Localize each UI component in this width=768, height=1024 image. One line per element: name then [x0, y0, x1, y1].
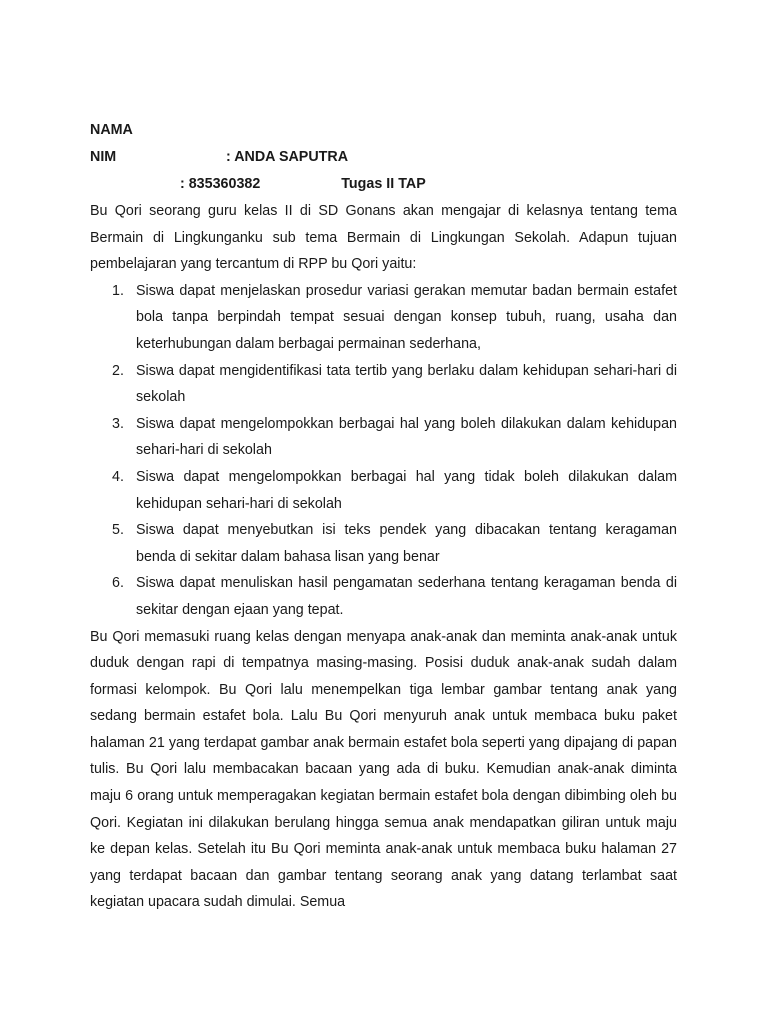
list-item: [90, 570, 677, 623]
list-item: [90, 278, 677, 358]
list-item-text: Siswa dapat mengelompokkan berbagai hal yang tidak boleh dilakukan dalam kehidupan sehari-hari di sekolah: [136, 468, 677, 512]
list-item: [90, 411, 677, 464]
body-paragraph: Bu Qori memasuki ruang kelas dengan menyapa anak-anak dan meminta anak-anak untuk duduk dengan rapi di tempatnya masing-masing. Posisi duduk anak-anak sudah dalam formasi kelompok. Bu Qori lalu menempelkan tiga lembar gambar tentang anak yang sedang bermain estafet bola. Lalu Bu Qori menyuruh anak untuk membaca buku paket halaman 21 yang terdapat gambar anak bermain estafet bola seperti yang dipajang di papan tulis. Bu Qori lalu membacakan bacaan yang ada di buku. Kemudian anak-anak diminta maju 6 orang untuk memperagakan kegiatan bermain estafet bola dengan dibimbing oleh bu Qori. Kegiatan ini dilakukan berulang hingga semua anak mendapatkan giliran untuk maju ke depan kelas. Setelah itu Bu Qori meminta anak-anak untuk membaca buku halaman 27 yang terdapat bacaan dan gambar tentang seorang anak yang datang terlambat saat kegiatan upacara sudah dimulai. Semua: [90, 628, 677, 911]
list-item-text: Siswa dapat menuliskan hasil pengamatan sederhana tentang keragaman benda di sekitar dengan ejaan yang tepat.: [136, 575, 677, 618]
list-item-number: 2.: [112, 362, 124, 379]
list-item-number: 1.: [112, 282, 124, 299]
list-item: [90, 358, 677, 411]
list-item: [90, 517, 677, 570]
list-item-number: 3.: [112, 415, 124, 432]
list-item-text: Siswa dapat mengidentifikasi tata tertib yang berlaku dalam kehidupan sehari-hari di sekolah: [136, 362, 677, 406]
list-item-text: Siswa dapat menyebutkan isi teks pendek yang dibacakan tentang keragaman benda di sekitar dalam bahasa lisan yang benar: [136, 522, 677, 565]
name-label: NAMA: [90, 122, 133, 138]
list-item-number: 6.: [112, 575, 124, 592]
name-value: : ANDA SAPUTRA: [226, 149, 349, 165]
list-item-number: 5.: [112, 522, 124, 539]
nim-value: : 835360382: [180, 176, 261, 192]
list-item-text: Siswa dapat menjelaskan prosedur variasi gerakan memutar badan bermain estafet bola tanpa berpindah tempat sesuai dengan konsep tubuh, ruang, usaha dan keterhubungan dalam berbagai permainan sederhana,: [136, 282, 677, 352]
nim-label: NIM: [90, 149, 117, 165]
list-item: [90, 464, 677, 517]
list-item-text: Siswa dapat mengelompokkan berbagai hal yang boleh dilakukan dalam kehidupan sehari-hari di sekolah: [136, 415, 677, 459]
list-item-number: 4.: [112, 468, 124, 485]
document-page: [90, 90, 677, 916]
document-title: Tugas II TAP: [341, 176, 426, 192]
intro-paragraph: Bu Qori seorang guru kelas II di SD Gonans akan mengajar di kelasnya tentang tema Bermain di Lingkunganku sub tema Bermain di Lingkungan Sekolah. Adapun tujuan pembelajaran yang tercantum di RPP bu Qori yaitu:: [90, 203, 677, 273]
objectives-list: [90, 278, 677, 624]
